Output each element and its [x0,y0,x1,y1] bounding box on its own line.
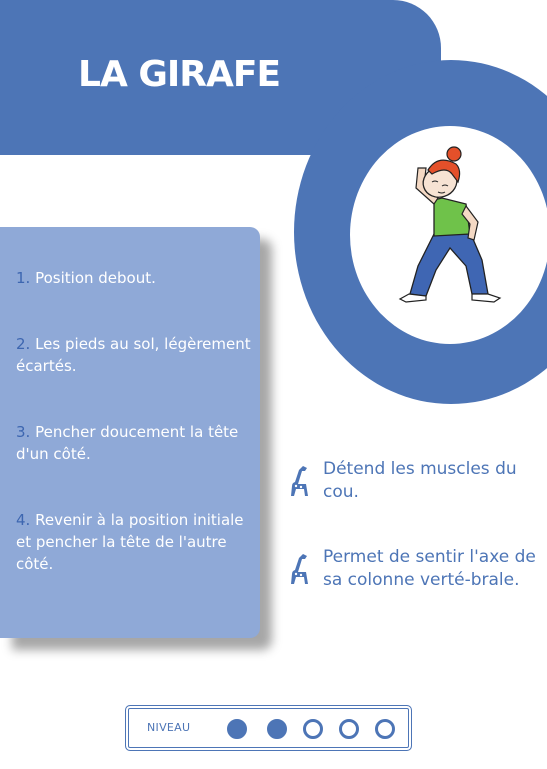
benefit-text: Détend les muscles du cou. [323,459,517,502]
giraffe-icon [286,552,312,586]
level-indicator [125,705,412,751]
level-label: NIVEAU [147,721,191,734]
step-number: 2. [16,335,31,353]
step-text: Pencher doucement la tête d'un côté. [16,423,239,463]
page-title: LA GIRAFE [78,54,281,95]
step-number: 3. [16,423,31,441]
step-text: Position debout. [35,269,156,287]
level-dot-5 [375,719,395,739]
level-dot-1 [227,719,247,739]
illustration-frame [350,126,547,344]
benefit-item [286,458,536,504]
step-4 [16,509,252,575]
child-illustration [382,144,522,314]
level-dot-3 [303,719,323,739]
level-dot-4 [339,719,359,739]
steps-panel [0,227,260,638]
step-number: 1. [16,269,31,287]
level-dot-2 [267,719,287,739]
step-text: Les pieds au sol, légèrement écartés. [16,335,251,375]
step-text: Revenir à la position initiale et pencher la tête de l'autre côté. [16,511,244,573]
step-number: 4. [16,511,31,529]
step-1 [16,267,252,289]
benefit-item [286,546,536,592]
step-2 [16,333,252,377]
giraffe-icon [286,464,312,498]
benefit-text: Permet de sentir l'axe de sa colonne verté-brale. [323,547,536,590]
step-3 [16,421,252,465]
